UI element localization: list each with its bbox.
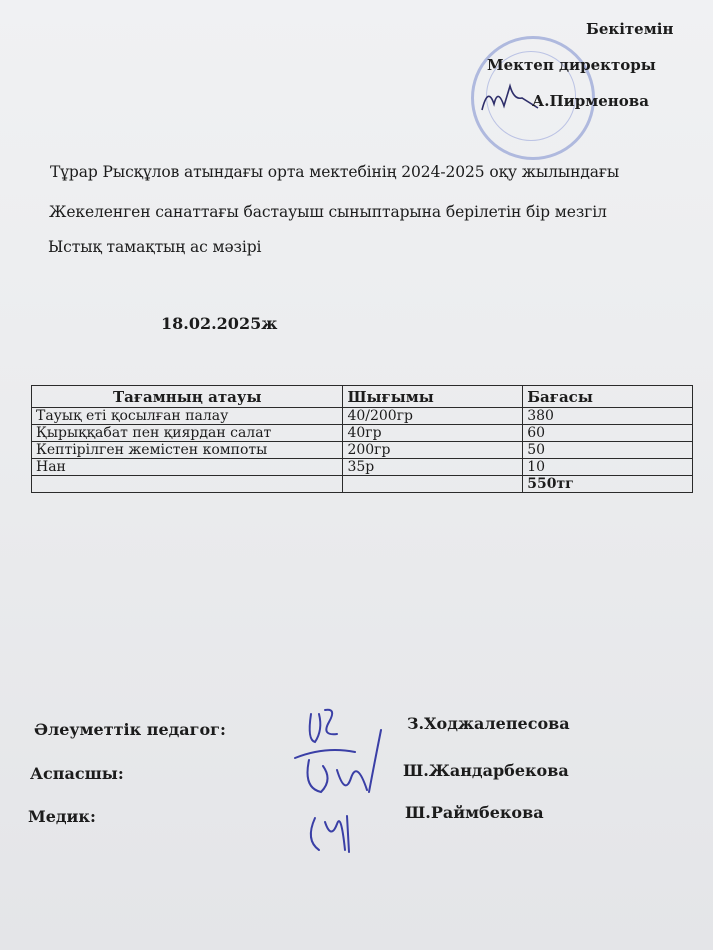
column-header-dish: Тағамның атауы — [32, 386, 343, 408]
signature-name-cook: Ш.Жандарбекова — [403, 761, 569, 780]
title-line-3: Ыстық тамақтың ас мәзірі — [48, 238, 262, 256]
title-line-2: Жекеленген санаттағы бастауыш сыныптарына берілетін бір мезгіл — [49, 203, 607, 221]
dish-name: Тауық еті қосылған палау — [32, 408, 343, 425]
menu-table — [31, 385, 693, 493]
table-row — [32, 459, 693, 476]
table-row — [32, 408, 693, 425]
table-header-row — [32, 386, 693, 408]
signature-role-cook: Аспасшы: — [30, 764, 124, 783]
table-row — [32, 442, 693, 459]
column-header-price: Бағасы — [523, 386, 693, 408]
column-header-yield: Шығымы — [343, 386, 523, 408]
dish-yield: 40гр — [343, 425, 523, 442]
dish-price: 50 — [523, 442, 693, 459]
dish-price: 380 — [523, 408, 693, 425]
dish-price: 10 — [523, 459, 693, 476]
dish-price: 60 — [523, 425, 693, 442]
dish-yield: 35р — [343, 459, 523, 476]
dish-yield: 200гр — [343, 442, 523, 459]
approve-label: Бекітемін — [586, 20, 674, 38]
director-name: А.Пирменова — [532, 92, 649, 110]
title-line-1: Тұрар Рысқұлов атындағы орта мектебінің 2024-2025 оқу жылындағы — [50, 163, 620, 181]
dish-name: Қырыққабат пен қиярдан салат — [32, 425, 343, 442]
handwritten-signatures-icon — [285, 700, 395, 860]
signature-role-social-pedagogue: Әлеуметтік педагог: — [34, 720, 226, 739]
director-title: Мектеп директоры — [487, 56, 656, 74]
table-total-row — [32, 476, 693, 493]
signature-name-social-pedagogue: З.Ходжалепесова — [407, 714, 570, 733]
table-row — [32, 425, 693, 442]
menu-date: 18.02.2025ж — [161, 314, 278, 333]
signature-role-medic: Медик: — [28, 807, 96, 826]
menu-total: 550тг — [523, 476, 693, 493]
dish-yield: 40/200гр — [343, 408, 523, 425]
dish-name: Кептірілген жемістен компоты — [32, 442, 343, 459]
signature-name-medic: Ш.Раймбекова — [405, 803, 544, 822]
dish-name: Нан — [32, 459, 343, 476]
